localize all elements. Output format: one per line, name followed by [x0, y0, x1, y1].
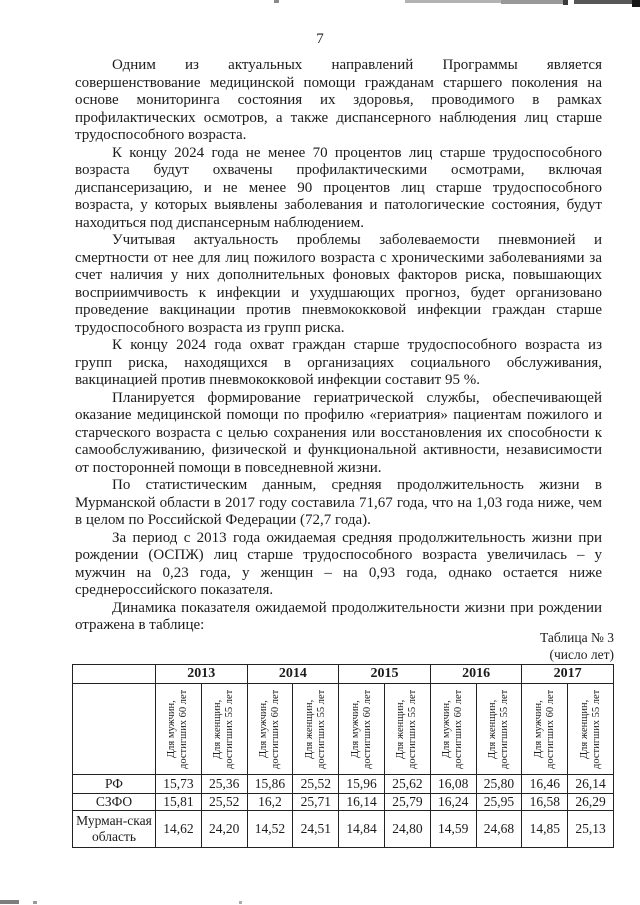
- column-header-cell: [339, 684, 385, 775]
- column-header-men: Для мужчин, достигших 60 лет: [349, 689, 373, 769]
- table-cell: 26,29: [568, 794, 614, 811]
- column-header-women: Для женщин, достигших 55 лет: [578, 689, 602, 769]
- table-row: [73, 811, 614, 848]
- table-cell: 25,80: [476, 775, 522, 794]
- column-header-cell: [476, 684, 522, 775]
- table-cell: 15,86: [247, 775, 293, 794]
- table-cell: 25,52: [201, 794, 247, 811]
- column-header-men: Для мужчин, достигших 60 лет: [532, 689, 556, 769]
- scan-artifact-bottom-2: [33, 901, 37, 904]
- table-row: [73, 794, 614, 811]
- row-label: РФ: [73, 775, 156, 794]
- column-header-cell: [430, 684, 476, 775]
- table-cell: 14,62: [156, 811, 202, 848]
- row-label: Мурман-ская область: [73, 811, 156, 848]
- table-cell: 16,24: [430, 794, 476, 811]
- scan-artifact-top-3: [501, 0, 563, 4]
- table-cell: 16,46: [522, 775, 568, 794]
- column-header-men: Для мужчин, достигших 60 лет: [441, 689, 465, 769]
- table-corner-cell: [73, 684, 156, 775]
- table-cell: 14,52: [247, 811, 293, 848]
- paragraph: По статистическим данным, средняя продолжительность жизни в Мурманской области в 2017 году составила 71,67 года, что на 1,03 года ниже, чем в целом по Российской Федерации (72,7 года).: [75, 477, 602, 528]
- table-cell: 25,71: [293, 794, 339, 811]
- table-row: [73, 775, 614, 794]
- table-cell: 25,13: [568, 811, 614, 848]
- column-header-women: Для женщин, достигших 55 лет: [212, 689, 236, 769]
- table-cell: 24,80: [384, 811, 430, 848]
- table-cell: 14,84: [339, 811, 385, 848]
- scan-artifact-top-5: [574, 0, 633, 4]
- table-unit-note: (число лет): [549, 647, 614, 662]
- table-cell: 15,96: [339, 775, 385, 794]
- column-header-cell: [293, 684, 339, 775]
- scan-artifact-top-6: [632, 0, 640, 7]
- year-header: 2016: [430, 665, 522, 684]
- table-caption: Таблица № 3: [540, 630, 614, 645]
- paragraph: За период с 2013 года ожидаемая средняя продолжительность жизни при рождении (ОСПЖ) лиц старше трудоспособного возраста увеличилась – у мужчин на 0,23 года, у женщин – на 0,93 года, однако остается ниже среднероссийского показателя.: [75, 529, 602, 598]
- column-header-cell: [247, 684, 293, 775]
- table-cell: 24,51: [293, 811, 339, 848]
- paragraph: Одним из актуальных направлений Программы является совершенствование медицинской помощи гражданам старшего поколения на основе мониторинга состояния их здоровья, проводимого в рамках профилактических осмотров, а также диспансерного наблюдения лиц старше трудоспособного возраста.: [75, 57, 602, 143]
- table-subheader-row: [73, 684, 614, 775]
- table-caption-block: [540, 629, 614, 663]
- table-year-header-row: [73, 665, 614, 684]
- table-cell: 24,68: [476, 811, 522, 848]
- scan-artifact-top-1: [274, 0, 279, 3]
- year-header: 2017: [522, 665, 614, 684]
- year-header: 2015: [339, 665, 431, 684]
- scan-artifact-top-4: [563, 0, 568, 5]
- paragraph: Планируется формирование гериатрической службы, обеспечивающей оказание медицинской помощи по профилю «гериатрия» пациентам пожилого и старческого возраста с целью сохранения или восстановления их способности к самообслуживанию, физической и функциональной активности, независимости от посторонней помощи в повседневной жизни.: [75, 389, 602, 476]
- paragraph: Динамика показателя ожидаемой продолжительности жизни при рождении отражена в таблице:: [75, 599, 602, 633]
- column-header-men: Для мужчин, достигших 60 лет: [166, 689, 190, 769]
- table-cell: 25,79: [384, 794, 430, 811]
- table-cell: 25,62: [384, 775, 430, 794]
- table-cell: 15,73: [156, 775, 202, 794]
- table-cell: 25,95: [476, 794, 522, 811]
- document-body: [75, 57, 602, 635]
- paragraph: К концу 2024 года не менее 70 процентов лиц старше трудоспособного возраста будут охвачены профилактическими осмотрами, включая диспансеризацию, и не менее 90 процентов лиц старше трудоспособного возраста, у которых выявлены заболевания и патологические состояния, будут находиться под диспансерным наблюдением.: [75, 144, 602, 231]
- column-header-cell: [201, 684, 247, 775]
- scan-artifact-top-2: [405, 0, 501, 3]
- table-cell: 15,81: [156, 794, 202, 811]
- table-cell: 26,14: [568, 775, 614, 794]
- paragraph: К концу 2024 года охват граждан старше трудоспособного возраста из групп риска, находящихся в организациях социального обслуживания, вакцинацией против пневмококковой инфекции составит 95 %.: [75, 337, 602, 388]
- table-cell: 16,2: [247, 794, 293, 811]
- column-header-cell: [384, 684, 430, 775]
- column-header-women: Для женщин, достигших 55 лет: [486, 689, 510, 769]
- row-label: СЗФО: [73, 794, 156, 811]
- column-header-men: Для мужчин, достигших 60 лет: [257, 689, 281, 769]
- table-cell: 16,08: [430, 775, 476, 794]
- table-cell: 14,85: [522, 811, 568, 848]
- table-cell: 14,59: [430, 811, 476, 848]
- life-expectancy-table: [72, 664, 614, 848]
- column-header-cell: [156, 684, 202, 775]
- table-cell: 25,52: [293, 775, 339, 794]
- table-cell: 16,14: [339, 794, 385, 811]
- paragraph: Учитывая актуальность проблемы заболеваемости пневмонией и смертности от нее для лиц пожилого возраста с хроническими заболеваниями за счет наличия у них дополнительных фоновых факторов риска, повышающих восприимчивость к инфекции и ухудшающих прогноз, будет организовано проведение вакцинации против пневмококковой инфекции граждан старше трудоспособного возраста из групп риска.: [75, 232, 602, 336]
- column-header-cell: [568, 684, 614, 775]
- page-number: 7: [316, 31, 324, 47]
- column-header-women: Для женщин, достигших 55 лет: [395, 689, 419, 769]
- column-header-cell: [522, 684, 568, 775]
- year-header: 2013: [156, 665, 248, 684]
- table-cell: 25,36: [201, 775, 247, 794]
- table-corner-cell: [73, 665, 156, 684]
- scan-artifact-bottom-1: [0, 900, 19, 904]
- column-header-women: Для женщин, достигших 55 лет: [303, 689, 327, 769]
- scan-artifact-bottom-3: [239, 901, 242, 904]
- year-header: 2014: [247, 665, 339, 684]
- table-cell: 16,58: [522, 794, 568, 811]
- table-cell: 24,20: [201, 811, 247, 848]
